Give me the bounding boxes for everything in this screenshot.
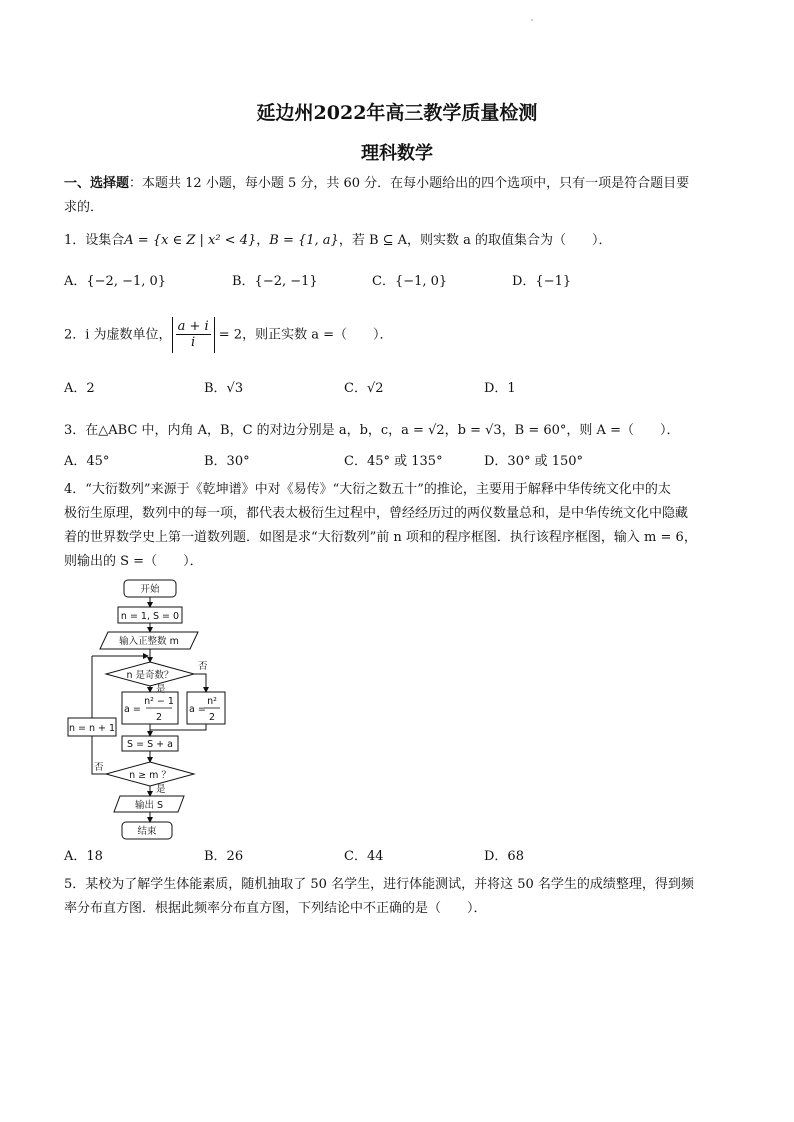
q4-option-a: A．18 bbox=[64, 849, 103, 864]
flow-cond1-no: 否 bbox=[198, 661, 208, 672]
q1-option-a: A．{−2, −1, 0} bbox=[64, 274, 167, 289]
q4-option-c: C．44 bbox=[344, 849, 384, 864]
flow-odd-num: n² − 1 bbox=[144, 696, 174, 707]
q3-option-c: C．45° 或 135° bbox=[344, 454, 443, 469]
exam-title: 延边州2022年高三教学质量检测 bbox=[256, 102, 538, 124]
q3-option-d: D．30° 或 150° bbox=[484, 454, 584, 469]
flow-even-num: n² bbox=[207, 696, 217, 707]
flow-cond1-yes: 是 bbox=[156, 684, 166, 695]
flow-cond2-no: 否 bbox=[94, 762, 104, 773]
section-line-1 bbox=[64, 175, 689, 193]
q4-line-3: 着的世界数学史上第一道数列题．如图是求“大衍数列”前 n 项和的程序框图．执行该程序框图，输入 m = 6， bbox=[64, 530, 697, 545]
flow-sum-label: S = S + a bbox=[127, 739, 173, 750]
q4-option-b: B．26 bbox=[204, 849, 244, 864]
q1-option-c: C．{−1, 0} bbox=[372, 274, 448, 289]
flow-cond1-label: n 是奇数？ bbox=[126, 670, 174, 681]
q1-option-d: D．{−1} bbox=[512, 274, 572, 289]
q5-line-2: 率分布直方图．根据此频率分布直方图，下列结论中不正确的是（ ）． bbox=[64, 901, 487, 916]
q1-tail: ，若 B ⊆ A，则实数 a 的取值集合为（ ）． bbox=[338, 233, 612, 248]
q2-fraction bbox=[176, 319, 211, 350]
flow-odd-den: 2 bbox=[155, 712, 163, 723]
flow-inc-label: n = n + 1 bbox=[68, 723, 116, 734]
q1-stem bbox=[64, 232, 612, 250]
q2-tail: ，则正实数 a =（ ）． bbox=[242, 327, 393, 343]
q1-sep: ， bbox=[256, 233, 270, 248]
flow-input-label: 输入正整数 m bbox=[119, 636, 179, 647]
flow-cond2-yes: 是 bbox=[156, 784, 166, 795]
flow-even-den: 2 bbox=[208, 712, 216, 723]
q3-option-b: B．30° bbox=[204, 454, 250, 469]
q1-set-b: B = {1, a} bbox=[269, 233, 339, 248]
q2-abs bbox=[172, 317, 215, 353]
flowchart bbox=[60, 574, 240, 844]
q2-option-a: A．2 bbox=[64, 381, 95, 396]
q1-option-b: B．{−2, −1} bbox=[232, 274, 318, 289]
q2-frac-num: a + i bbox=[177, 319, 209, 334]
q2-option-c: C．√2 bbox=[344, 381, 384, 396]
q5-line-1: 5．某校为了解学生体能素质，随机抽取了 50 名学生，进行体能测试，并将这 50 名学生的成绩整理，得到频 bbox=[64, 877, 694, 892]
q2-option-d: D．1 bbox=[484, 381, 516, 396]
flow-cond2-label: n ≥ m ？ bbox=[129, 770, 171, 781]
q1-set-a: A = {x ∈ Z | x² < 4} bbox=[124, 233, 257, 248]
q1-lead: 1．设集合 bbox=[64, 233, 125, 248]
q2-frac-den: i bbox=[191, 335, 196, 350]
q2-lead: 2．i 为虚数单位， bbox=[64, 327, 172, 343]
q2-stem bbox=[64, 317, 393, 354]
scan-dot bbox=[531, 19, 533, 21]
q4-line-4: 则输出的 S =（ ）． bbox=[64, 554, 203, 569]
q4-line-1: 4．“大衍数列”来源于《乾坤谱》中对《易传》“大衍之数五十”的推论，主要用于解释中华传统文化中的太 bbox=[64, 482, 671, 497]
flow-start-label: 开始 bbox=[140, 584, 160, 595]
q3-option-a: A．45° bbox=[64, 454, 110, 469]
section-line-2: 求的． bbox=[64, 200, 104, 215]
flow-output-label: 输出 S bbox=[134, 800, 164, 811]
section-label: 一、选择题 bbox=[64, 176, 130, 191]
flow-even-lhs: a = bbox=[189, 704, 206, 715]
q2-eq: = 2 bbox=[214, 327, 243, 343]
q4-line-2: 极衍生原理，数列中的每一项，都代表太极衍生过程中，曾经经历过的两仪数量总和，是中华传统文化中隐藏 bbox=[64, 506, 689, 521]
flow-odd-lhs: a = bbox=[124, 704, 141, 715]
q2-option-b: B．√3 bbox=[204, 381, 244, 396]
section-desc-1: ：本题共 12 小题，每小题 5 分，共 60 分．在每小题给出的四个选项中，只有一项是符合题目要 bbox=[129, 176, 690, 191]
q4-option-d: D．68 bbox=[484, 849, 524, 864]
flow-end-label: 结束 bbox=[137, 826, 157, 837]
q3-stem: 3．在△ABC 中，内角 A，B，C 的对边分别是 a，b，c，a = √2，b = √3，B = 60°，则 A =（ ）． bbox=[64, 423, 680, 438]
flow-init-label: n = 1, S = 0 bbox=[120, 611, 180, 622]
exam-subtitle: 理科数学 bbox=[361, 143, 433, 164]
